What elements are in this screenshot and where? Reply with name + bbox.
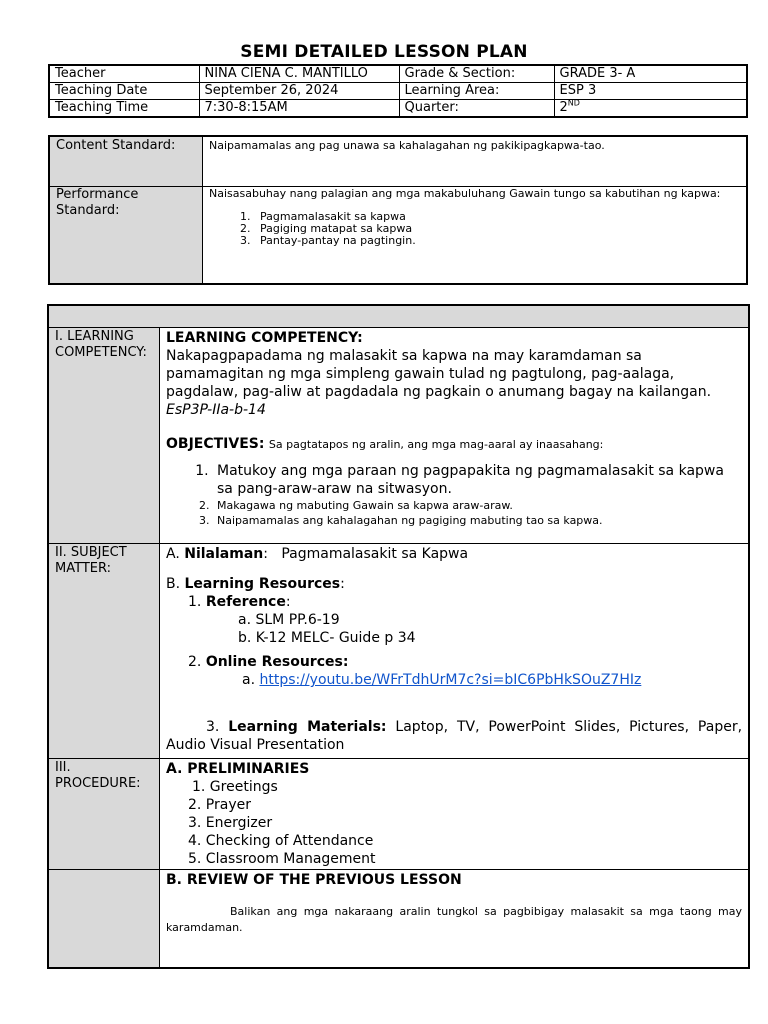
document-title: SEMI DETAILED LESSON PLAN bbox=[240, 42, 528, 62]
preliminary-item: 2. Prayer bbox=[188, 797, 251, 813]
online-resource-link[interactable]: https://youtu.be/WFrTdhUrM7c?si=bIC6PbHkSOuZ7HIz bbox=[259, 672, 642, 688]
area-label: Learning Area: bbox=[399, 83, 554, 100]
competency-heading: LEARNING COMPETENCY: bbox=[166, 330, 363, 346]
materials-number: 3. bbox=[206, 719, 220, 735]
performance-item: 1. Pagmamalasakit sa kapwa bbox=[254, 211, 740, 223]
content-standard-label: Content Standard: bbox=[49, 136, 203, 186]
quarter-label: Quarter: bbox=[399, 100, 554, 118]
grade-label: Grade & Section: bbox=[399, 65, 554, 83]
materials-line bbox=[166, 718, 742, 754]
preliminary-item: 3. Energizer bbox=[188, 815, 273, 831]
content-label: Nilalaman bbox=[184, 546, 264, 562]
procedure-label: III. PROCEDURE: bbox=[48, 759, 160, 870]
review-cell bbox=[160, 870, 750, 968]
online-number: 2. bbox=[188, 654, 202, 670]
standards-table bbox=[48, 135, 748, 285]
materials-value: Laptop, TV, PowerPoint Slides, Pictures, Paper, Audio Visual Presentation bbox=[166, 719, 743, 753]
reference-number: 1. bbox=[188, 594, 202, 610]
performance-standard-value bbox=[203, 186, 748, 284]
content-prefix: A. bbox=[166, 546, 180, 562]
performance-item: 2. Pagiging matapat sa kapwa bbox=[254, 223, 740, 235]
teacher-label: Teacher bbox=[49, 65, 199, 83]
performance-standard-list bbox=[209, 211, 740, 247]
quarter-number: 2 bbox=[559, 100, 568, 115]
objectives-intro: Sa pagtatapos ng aralin, ang mga mag-aaral ay inaasahang: bbox=[268, 438, 604, 451]
preliminary-item: 5. Classroom Management bbox=[188, 851, 376, 867]
preliminaries-heading: A. PRELIMINARIES bbox=[166, 761, 310, 777]
area-value: ESP 3 bbox=[554, 83, 747, 100]
review-heading: B. REVIEW OF THE PREVIOUS LESSON bbox=[166, 872, 462, 888]
reference-label: Reference bbox=[205, 594, 286, 610]
performance-standard-label: Performance Standard: bbox=[49, 186, 203, 284]
quarter-value bbox=[554, 100, 747, 118]
resources-line: B. Learning Resources: bbox=[166, 576, 345, 592]
performance-item: 3. Pantay-pantay na pagtingin. bbox=[254, 235, 740, 247]
online-prefix: a. bbox=[242, 672, 256, 688]
objective-item: 1. Matukoy ang mga paraan ng pagpapakita ng pagmamalasakit sa kapwa sa pang-araw-araw na sitwasyon. bbox=[213, 462, 742, 498]
content-standard-row bbox=[49, 136, 747, 186]
info-row-time bbox=[49, 100, 747, 118]
competency-label: I. LEARNING COMPETENCY: bbox=[48, 328, 160, 544]
procedure-row bbox=[48, 759, 749, 870]
header-bar bbox=[48, 305, 749, 328]
competency-cell bbox=[160, 328, 750, 544]
content-standard-value: Naipamamalas ang pag unawa sa kahalagahan ng pakikipagkapwa-tao. bbox=[203, 136, 748, 186]
online-resources-line bbox=[166, 653, 742, 671]
resources-label: Learning Resources bbox=[184, 576, 341, 592]
teacher-value: NINA CIENA C. MANTILLO bbox=[199, 65, 399, 83]
info-row-teacher bbox=[49, 65, 747, 83]
grade-value: GRADE 3- A bbox=[554, 65, 747, 83]
time-value: 7:30-8:15AM bbox=[199, 100, 399, 118]
competency-text: Nakapagpapadama ng malasakit sa kapwa na may karamdaman sa pamamagitan ng mga simpleng gawain tulad ng pagtulong, pag-aalaga, pagdalaw, pag-aliw at pagdadala ng pagkain o anumang bagay na kailangan. bbox=[166, 348, 712, 400]
competency-code: EsP3P-IIa-b-14 bbox=[166, 402, 266, 418]
subject-matter-row bbox=[48, 544, 749, 759]
objective-item: 3. Naipamamalas ang kahalagahan ng pagiging mabuting tao sa kapwa. bbox=[213, 513, 742, 528]
preliminary-item: 1. Greetings bbox=[192, 779, 278, 795]
procedure-cell bbox=[160, 759, 750, 870]
materials-label: Learning Materials: bbox=[228, 719, 387, 735]
objectives-list bbox=[166, 462, 742, 528]
review-label bbox=[48, 870, 160, 968]
reference-item: a. SLM PP.6-19 bbox=[238, 612, 340, 628]
info-row-date bbox=[49, 83, 747, 100]
objective-item: 2. Makagawa ng mabuting Gawain sa kapwa araw-araw. bbox=[213, 498, 742, 513]
header-row bbox=[48, 305, 749, 328]
review-text: Balikan ang mga nakaraang aralin tungkol sa pagbibigay malasakit sa mga taong may karamdaman. bbox=[166, 905, 742, 934]
content-line: A. Nilalaman: Pagmamalasakit sa Kapwa bbox=[166, 546, 469, 562]
reference-item: b. K-12 MELC- Guide p 34 bbox=[238, 630, 416, 646]
performance-standard-row bbox=[49, 186, 747, 284]
subject-matter-label: II. SUBJECT MATTER: bbox=[48, 544, 160, 759]
objectives-label: OBJECTIVES: bbox=[166, 436, 265, 452]
preliminary-item: 4. Checking of Attendance bbox=[188, 833, 374, 849]
time-label: Teaching Time bbox=[49, 100, 199, 118]
quarter-suffix: ND bbox=[567, 98, 580, 108]
reference-line: 1. Reference: bbox=[188, 594, 291, 610]
competency-row bbox=[48, 328, 749, 544]
resources-prefix: B. bbox=[166, 576, 181, 592]
date-label: Teaching Date bbox=[49, 83, 199, 100]
online-link-line bbox=[166, 671, 742, 689]
lesson-plan-table bbox=[47, 304, 750, 969]
subject-matter-cell bbox=[160, 544, 750, 759]
review-row bbox=[48, 870, 749, 968]
date-value: September 26, 2024 bbox=[199, 83, 399, 100]
objectives-heading bbox=[166, 435, 742, 454]
online-label: Online Resources: bbox=[205, 654, 349, 670]
content-value: Pagmamalasakit sa Kapwa bbox=[281, 546, 469, 562]
performance-standard-text: Naisasabuhay nang palagian ang mga makabuluhang Gawain tungo sa kabutihan ng kapwa: bbox=[209, 186, 721, 200]
lesson-info-table bbox=[48, 64, 748, 118]
